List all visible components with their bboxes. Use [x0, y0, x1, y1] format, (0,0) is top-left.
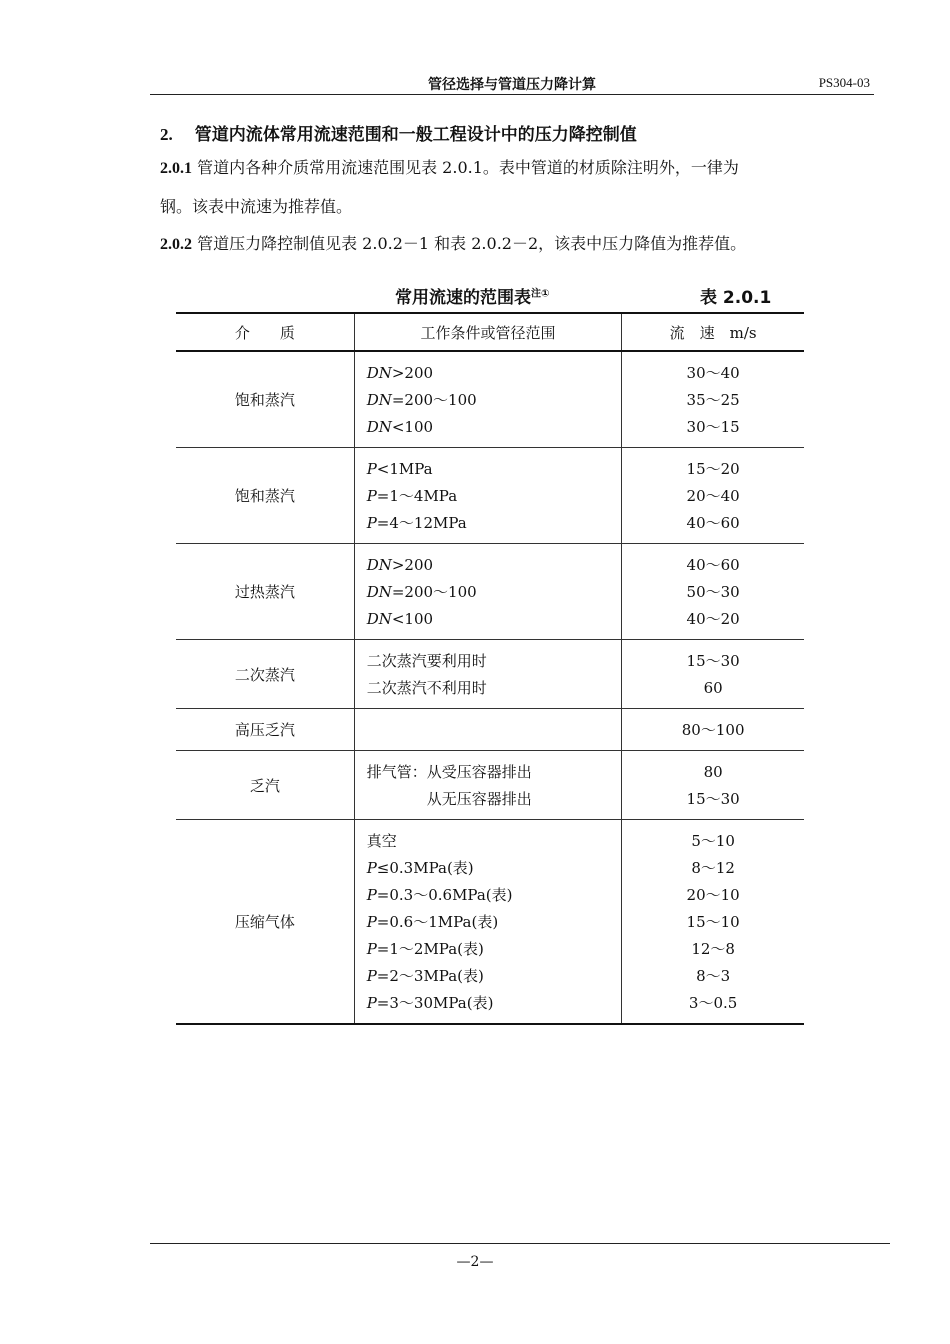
- condition-line: [367, 717, 622, 744]
- table-row: [176, 750, 804, 819]
- condition-symbol: P: [366, 913, 377, 931]
- header-velocity: 流 速 m/s: [669, 323, 757, 342]
- condition-line: [367, 909, 622, 936]
- velocity-value: 15～20: [686, 460, 740, 478]
- header-medium: 介 质: [176, 314, 355, 350]
- velocity-cell: [622, 640, 804, 708]
- condition-symbol: DN: [366, 556, 392, 574]
- medium-cell: 饱和蒸汽: [176, 352, 355, 447]
- condition-cell: [355, 640, 623, 708]
- paragraph-text: 钢。该表中流速为推荐值。: [160, 197, 353, 216]
- table-row: [176, 543, 804, 639]
- velocity-cell: [622, 352, 804, 447]
- section-number: 2.: [160, 125, 173, 144]
- condition-value: 从无压容器排出: [426, 790, 532, 808]
- clause-number: 2.0.1: [160, 160, 192, 177]
- table-row: [176, 352, 804, 447]
- medium-cell: 饱和蒸汽: [176, 448, 355, 543]
- condition-line: [367, 456, 622, 483]
- velocity-value: 30～15: [686, 418, 740, 436]
- condition-value: =2～3MPa(表): [376, 967, 484, 985]
- condition-line: [367, 579, 622, 606]
- condition-value: 真空: [366, 832, 397, 850]
- paragraph-continuation: [160, 197, 352, 217]
- condition-value: >200: [391, 556, 434, 574]
- flow-velocity-table: [176, 312, 804, 1025]
- condition-line: [367, 786, 622, 813]
- table-header-row: [176, 314, 804, 352]
- condition-value: =1～4MPa: [376, 487, 458, 505]
- condition-line: [367, 606, 622, 633]
- medium-cell: 压缩气体: [176, 820, 355, 1023]
- velocity-cell: [622, 709, 804, 750]
- condition-line: [367, 936, 622, 963]
- header-condition: 工作条件或管径范围: [355, 314, 623, 350]
- paragraph-2-0-2: [160, 234, 746, 255]
- condition-line: [367, 552, 622, 579]
- condition-line: [367, 675, 622, 702]
- velocity-value: 20～10: [686, 886, 740, 904]
- condition-line: [367, 990, 622, 1017]
- condition-value: =200～100: [391, 583, 477, 601]
- condition-value: 排气管：从受压容器排出: [366, 763, 532, 781]
- condition-cell: [355, 751, 623, 819]
- condition-value: =3～30MPa(表): [376, 994, 494, 1012]
- velocity-value: 12～8: [691, 940, 735, 958]
- condition-value: =1～2MPa(表): [376, 940, 484, 958]
- velocity-value: 35～25: [686, 391, 740, 409]
- velocity-cell: [622, 448, 804, 543]
- velocity-cell: [622, 751, 804, 819]
- condition-symbol: DN: [366, 418, 392, 436]
- document-code: PS304-03: [818, 75, 870, 90]
- condition-value: <100: [391, 418, 434, 436]
- condition-line: [367, 414, 622, 441]
- velocity-value: 80～100: [681, 721, 745, 739]
- condition-symbol: P: [366, 967, 377, 985]
- condition-symbol: P: [366, 514, 377, 532]
- velocity-value: 8～3: [696, 967, 731, 985]
- condition-line: [367, 828, 622, 855]
- condition-cell: [355, 709, 623, 750]
- condition-line: [367, 882, 622, 909]
- condition-symbol: P: [366, 859, 377, 877]
- table-row: [176, 708, 804, 750]
- velocity-value: 80: [703, 763, 723, 781]
- condition-value: =0.6～1MPa(表): [376, 913, 499, 931]
- condition-value: =200～100: [391, 391, 477, 409]
- condition-value: >200: [391, 364, 434, 382]
- velocity-value: 40～60: [686, 556, 740, 574]
- condition-line: [367, 360, 622, 387]
- table-row: [176, 447, 804, 543]
- velocity-value: 20～40: [686, 487, 740, 505]
- condition-symbol: P: [366, 940, 377, 958]
- condition-symbol: DN: [366, 583, 392, 601]
- velocity-value: 40～20: [686, 610, 740, 628]
- velocity-value: 30～40: [686, 364, 740, 382]
- table-number: 表 2.0.1: [700, 288, 772, 308]
- clause-number: 2.0.2: [160, 236, 192, 253]
- velocity-cell: [622, 544, 804, 639]
- velocity-value: 50～30: [686, 583, 740, 601]
- page-header: [150, 72, 874, 95]
- condition-cell: [355, 352, 623, 447]
- condition-cell: [355, 820, 623, 1023]
- medium-cell: 二次蒸汽: [176, 640, 355, 708]
- paragraph-text: 管道内各种介质常用流速范围见表 2.0.1。表中管道的材质除注明外，一律为: [197, 158, 739, 177]
- velocity-value: 3～0.5: [688, 994, 738, 1012]
- condition-line: [367, 759, 622, 786]
- condition-line: [367, 963, 622, 990]
- medium-cell: 过热蒸汽: [176, 544, 355, 639]
- condition-value: <1MPa: [376, 460, 433, 478]
- velocity-value: 8～12: [691, 859, 735, 877]
- medium-cell: 乏汽: [176, 751, 355, 819]
- condition-value: 二次蒸汽要利用时: [366, 652, 487, 670]
- velocity-value: 60: [703, 679, 723, 697]
- condition-symbol: P: [366, 886, 377, 904]
- condition-line: [367, 510, 622, 537]
- paragraph-2-0-1: [160, 158, 739, 179]
- medium-cell: 高压乏汽: [176, 709, 355, 750]
- paragraph-text: 管道压力降控制值见表 2.0.2－1 和表 2.0.2－2，该表中压力降值为推荐值。: [197, 234, 747, 253]
- velocity-value: 15～10: [686, 913, 740, 931]
- table-caption-note: 注①: [531, 288, 550, 300]
- page-number: —2—: [456, 1254, 494, 1270]
- condition-line: [367, 483, 622, 510]
- condition-line: [367, 855, 622, 882]
- table-body: [176, 352, 804, 1023]
- section-title: 管道内流体常用流速范围和一般工程设计中的压力降控制值: [194, 125, 637, 145]
- condition-symbol: P: [366, 994, 377, 1012]
- condition-value: =4～12MPa: [376, 514, 467, 532]
- table-row: [176, 639, 804, 708]
- condition-value: ≤0.3MPa(表): [376, 859, 474, 877]
- velocity-value: 15～30: [686, 652, 740, 670]
- condition-value: 二次蒸汽不利用时: [366, 679, 487, 697]
- condition-symbol: P: [366, 487, 377, 505]
- footer-rule: [150, 1243, 890, 1244]
- velocity-value: 5～10: [691, 832, 735, 850]
- condition-symbol: DN: [366, 364, 392, 382]
- velocity-value: 40～60: [686, 514, 740, 532]
- velocity-value: 15～30: [686, 790, 740, 808]
- header-title: 管径选择与管道压力降计算: [428, 77, 596, 93]
- condition-symbol: P: [366, 460, 377, 478]
- condition-value: =0.3～0.6MPa(表): [376, 886, 513, 904]
- condition-line: [367, 387, 622, 414]
- table-caption-text: 常用流速的范围表: [395, 288, 531, 308]
- condition-value: <100: [391, 610, 434, 628]
- condition-line: [367, 648, 622, 675]
- table-caption: [395, 283, 549, 308]
- table-row: [176, 819, 804, 1023]
- condition-symbol: DN: [366, 391, 392, 409]
- condition-symbol: DN: [366, 610, 392, 628]
- condition-cell: [355, 448, 623, 543]
- condition-cell: [355, 544, 623, 639]
- section-heading: [160, 120, 637, 145]
- velocity-cell: [622, 820, 804, 1023]
